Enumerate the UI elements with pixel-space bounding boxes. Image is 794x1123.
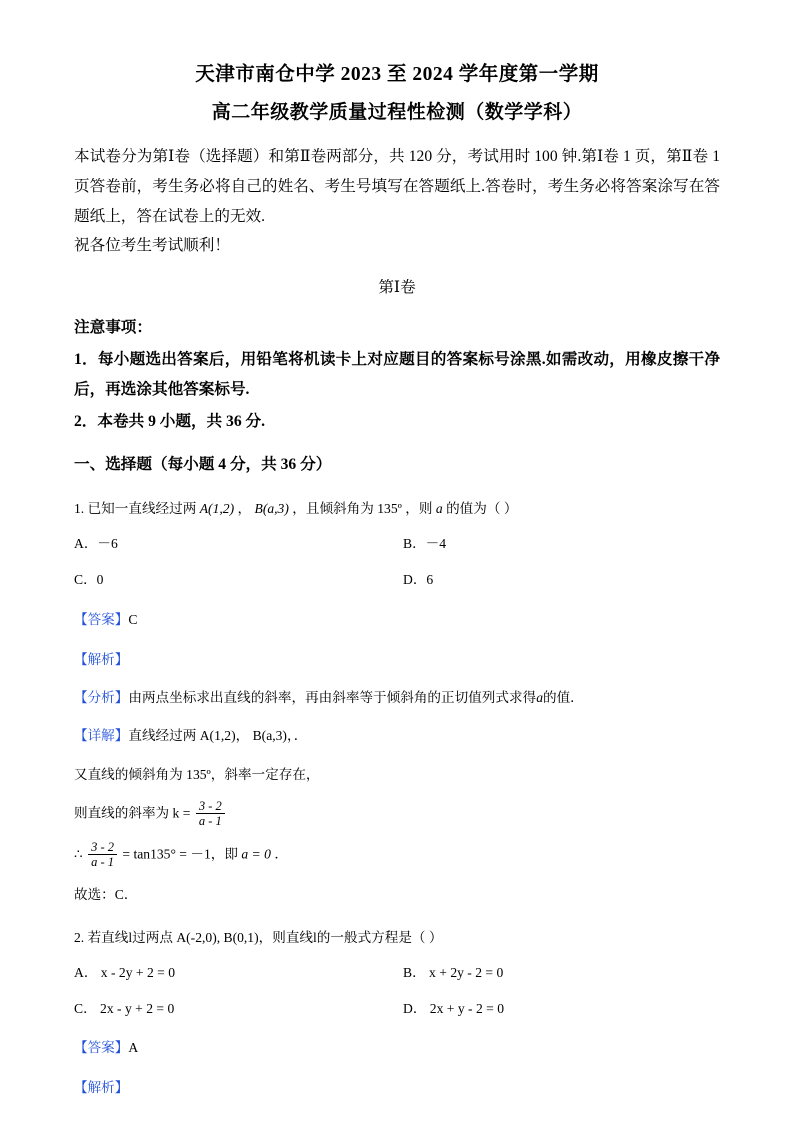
question-1-stem: 1. 已知一直线经过两 A(1,2) ， B(a,3) ，且倾斜角为 135º ，则 a 的值为（ ） bbox=[74, 501, 518, 517]
question-1-fenxi bbox=[74, 685, 720, 712]
q1-conclusion-end: ． bbox=[274, 846, 288, 862]
q1-option-a[interactable]: A．－6 bbox=[74, 536, 118, 552]
q1-conclusion-numerator: 3 - 2 bbox=[91, 840, 114, 855]
q1-fenxi-text-a: 由两点坐标求出直线的斜率，再由斜率等于倾斜角的正切值列式求得 bbox=[128, 689, 537, 705]
notice-item-2: 2．本卷共 9 小题，共 36 分. bbox=[74, 412, 266, 430]
q1-xiangjie-text: 直线经过两 A(1,2)， B(a,3)，． bbox=[128, 728, 308, 744]
question-1-choose: 故选：C． bbox=[74, 887, 138, 903]
question-1-options-row-1 bbox=[74, 531, 720, 557]
q1-conclusion-eq: a = 0 bbox=[241, 846, 271, 862]
q1-stem-mid: ，且倾斜角为 bbox=[292, 501, 374, 517]
q1-slope-fraction bbox=[196, 799, 225, 828]
question-2-options-row-2 bbox=[74, 996, 720, 1022]
q2-option-c[interactable]: C． 2x - y + 2 = 0 bbox=[74, 1000, 175, 1016]
q1-slope-numerator: 3 - 2 bbox=[198, 799, 222, 814]
paper-title-line-2: 高二年级教学质量过程性检测（数学学科） bbox=[211, 102, 583, 124]
paper-good-luck: 祝各位考生考试顺利！ bbox=[74, 237, 230, 255]
q1-angle: 135º bbox=[377, 501, 402, 517]
q1-point-a: A(1,2) bbox=[199, 501, 235, 517]
q1-answer-tag: 【答案】 bbox=[74, 611, 129, 627]
q1-fenxi-var: a bbox=[536, 689, 543, 705]
q1-answer-value: C bbox=[128, 611, 138, 627]
q1-slope-denominator: a - 1 bbox=[196, 813, 225, 828]
q1-stem-end: 的值为（ ） bbox=[446, 501, 518, 517]
paper-title-line-1: 天津市南仓中学 2023 至 2024 学年度第一学期 bbox=[195, 64, 599, 85]
q1-option-c[interactable]: C．0 bbox=[74, 572, 104, 588]
question-1-xiangjie bbox=[74, 723, 720, 750]
question-2-analysis-tag bbox=[74, 1075, 720, 1101]
question-1-options-row-2 bbox=[74, 567, 720, 593]
question-1-analysis-tag bbox=[74, 647, 720, 673]
question-2-options-row-1 bbox=[74, 960, 720, 986]
notice-title: 注意事项： bbox=[74, 319, 152, 337]
q1-option-b[interactable]: B．－4 bbox=[403, 536, 447, 552]
question-1-conclusion-line bbox=[74, 841, 720, 870]
question-1-slope-line bbox=[74, 800, 720, 829]
q1-stem-prefix: 1. 已知一直线经过两 bbox=[74, 501, 197, 517]
q1-conclusion-mid: = tan135° = －1，即 bbox=[122, 846, 238, 862]
q1-fenxi-text-b: 的值． bbox=[542, 689, 584, 705]
q2-answer-value: A bbox=[128, 1040, 139, 1056]
q1-point-b: B(a,3) bbox=[254, 501, 289, 517]
q2-option-d[interactable]: D． 2x + y - 2 = 0 bbox=[403, 1000, 505, 1016]
notice-item-1: 1．每小题选出答案后，用铅笔将机读卡上对应题目的答案标号涂黑.如需改动，用橡皮擦干净后，再选涂其他答案标号. bbox=[74, 350, 720, 398]
paper-instructions: 本试卷分为第Ⅰ卷（选择题）和第Ⅱ卷两部分，共 120 分，考试用时 100 钟.第Ⅰ卷 1 页，第Ⅱ卷 1 页答卷前，考生务必将自己的姓名、考生号填写在答题纸上.答卷时，考生务必将答案涂写在答题纸上，答在试卷上的无效. bbox=[74, 147, 720, 225]
q1-conclusion-denominator: a - 1 bbox=[88, 854, 117, 869]
q1-conclusion-prefix: ∴ bbox=[74, 846, 83, 862]
question-1-angle-line: 又直线的倾斜角为 135º，斜率一定存在， bbox=[74, 766, 320, 782]
q2-option-b[interactable]: B． x + 2y - 2 = 0 bbox=[403, 964, 504, 980]
q1-variable: a bbox=[435, 501, 443, 517]
volume-label: 第Ⅰ卷 bbox=[378, 279, 416, 297]
q1-analysis-label: 【解析】 bbox=[74, 651, 129, 667]
question-1-answer bbox=[74, 607, 720, 633]
q2-answer-tag: 【答案】 bbox=[74, 1040, 129, 1056]
question-2-stem: 2. 若直线l过两点 A(-2,0), B(0,1)，则直线l的一般式方程是（ ） bbox=[74, 929, 443, 945]
q1-option-d[interactable]: D．6 bbox=[403, 572, 434, 588]
q1-xiangjie-tag: 【详解】 bbox=[74, 728, 129, 744]
q1-conclusion-fraction bbox=[88, 840, 117, 869]
q2-analysis-label: 【解析】 bbox=[74, 1080, 129, 1096]
q1-fenxi-tag: 【分析】 bbox=[74, 689, 129, 705]
q1-slope-prefix: 则直线的斜率为 k = bbox=[74, 805, 191, 821]
q2-option-a[interactable]: A． x - 2y + 2 = 0 bbox=[74, 964, 176, 980]
question-2-answer bbox=[74, 1035, 720, 1061]
q1-stem-suffix: ，则 bbox=[405, 501, 433, 517]
section-heading-choice: 一、选择题（每小题 4 分，共 36 分） bbox=[74, 456, 332, 474]
